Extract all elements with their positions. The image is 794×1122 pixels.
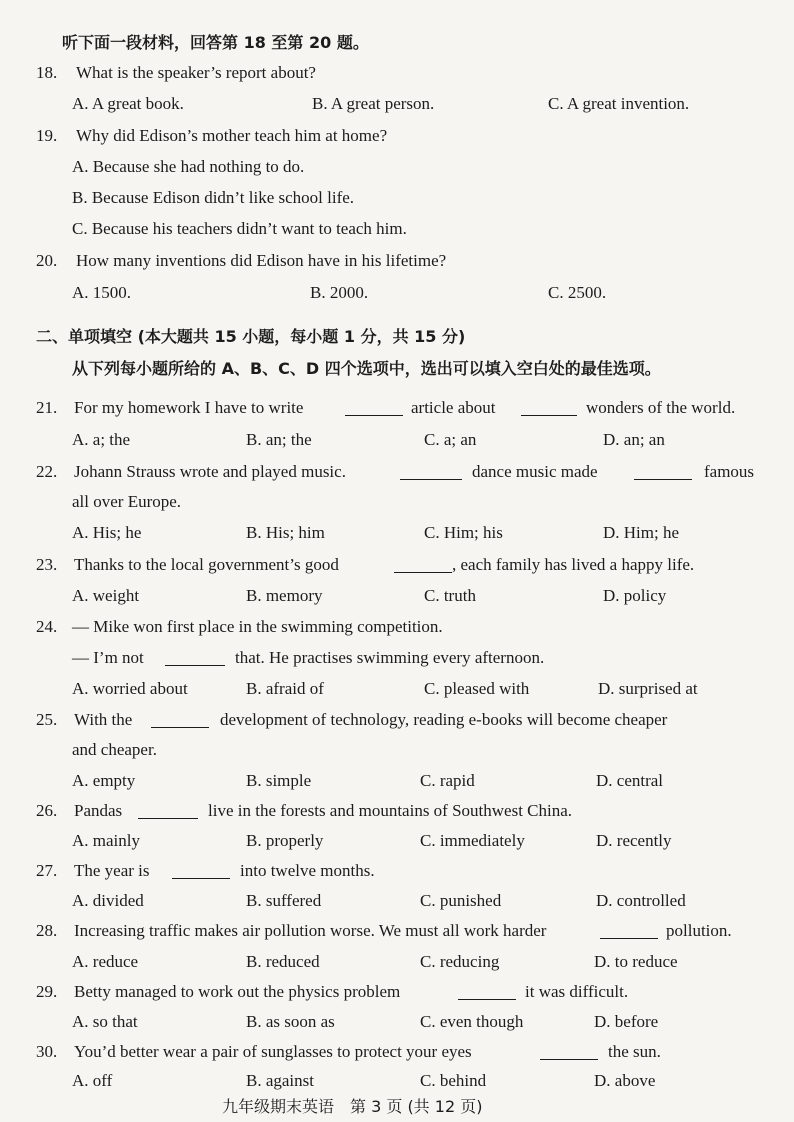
answer-blank[interactable] — [540, 1039, 598, 1065]
question-stem-part: Betty managed to work out the physics problem — [74, 982, 401, 1001]
question-30 — [0, 1039, 794, 1065]
question-stem-part: wonders of the world. — [586, 398, 736, 417]
option-a[interactable]: A. empty — [72, 771, 136, 790]
option-a[interactable]: A. weight — [72, 586, 140, 605]
option-d[interactable]: D. policy — [603, 586, 667, 605]
option-a[interactable]: A. worried about — [72, 679, 188, 698]
option-a[interactable]: A. reduce — [72, 952, 139, 971]
option-a[interactable]: A. off — [72, 1071, 113, 1090]
question-stem-part: pollution. — [666, 921, 732, 940]
dialogue-line-2-part: that. He practises swimming every afternoon. — [235, 648, 545, 667]
question-stem: What is the speaker’s report about? — [76, 63, 316, 82]
option-a[interactable]: A. His; he — [72, 523, 142, 542]
option-a[interactable]: A. A great book. — [72, 94, 184, 113]
question-29-options — [0, 1009, 794, 1035]
question-23 — [0, 552, 794, 578]
question-22-options — [0, 520, 794, 546]
question-stem-part: dance music made — [472, 462, 598, 481]
question-number: 30. — [36, 1042, 58, 1061]
option-c[interactable]: C. reducing — [420, 952, 500, 971]
question-stem-part: development of technology, reading e-books will become cheaper — [220, 710, 668, 729]
question-stem-part: With the — [74, 710, 133, 729]
question-stem-part: The year is — [74, 861, 150, 880]
question-19-option-c — [0, 216, 794, 242]
option-c[interactable]: C. A great invention. — [548, 94, 690, 113]
question-stem-part: For my homework I have to write — [74, 398, 304, 417]
option-a[interactable]: A. a; the — [72, 430, 131, 449]
answer-blank[interactable] — [151, 707, 209, 733]
option-d[interactable]: D. above — [594, 1071, 656, 1090]
question-26-options — [0, 828, 794, 854]
option-b[interactable]: B. 2000. — [310, 283, 369, 302]
section-2-title: 二、单项填空 (本大题共 15 小题，每小题 1 分，共 15 分) — [36, 327, 466, 346]
question-number: 20. — [36, 251, 58, 270]
page-footer: 九年级期末英语 第 3 页 (共 12 页) — [222, 1097, 483, 1116]
dialogue-line-1: — Mike won first place in the swimming competition. — [72, 617, 443, 636]
question-29 — [0, 979, 794, 1005]
option-b[interactable]: B. suffered — [246, 891, 322, 910]
option-d[interactable]: D. before — [594, 1012, 659, 1031]
section-2-instruction-line — [0, 356, 794, 382]
answer-blank[interactable] — [634, 459, 692, 485]
question-stem-part: famous — [704, 462, 755, 481]
listening-intro-line — [0, 30, 794, 56]
answer-blank[interactable] — [400, 459, 462, 485]
question-25 — [0, 707, 794, 733]
option-d[interactable]: D. controlled — [596, 891, 686, 910]
answer-blank[interactable] — [138, 798, 198, 824]
answer-blank[interactable] — [345, 395, 403, 421]
option-a[interactable]: A. 1500. — [72, 283, 132, 302]
option-c[interactable]: C. Him; his — [424, 523, 503, 542]
question-stem-part: Pandas — [74, 801, 123, 820]
question-number: 25. — [36, 710, 58, 729]
option-c[interactable]: C. Because his teachers didn’t want to teach him. — [72, 219, 407, 238]
question-24-options — [0, 676, 794, 702]
question-number: 29. — [36, 982, 58, 1001]
question-number: 22. — [36, 462, 58, 481]
answer-blank[interactable] — [172, 858, 230, 884]
option-d[interactable]: D. central — [596, 771, 664, 790]
option-d[interactable]: D. recently — [596, 831, 672, 850]
option-c[interactable]: C. 2500. — [548, 283, 607, 302]
option-a[interactable]: A. divided — [72, 891, 144, 910]
question-stem-part: live in the forests and mountains of Southwest China. — [208, 801, 573, 820]
section-2-title-line — [0, 324, 794, 350]
question-number: 26. — [36, 801, 58, 820]
question-18-options — [0, 91, 794, 117]
question-19-option-b — [0, 185, 794, 211]
option-b[interactable]: B. properly — [246, 831, 324, 850]
page-footer-line — [0, 1094, 794, 1120]
question-stem-part: , each family has lived a happy life. — [452, 555, 695, 574]
question-stem-part: it was difficult. — [525, 982, 629, 1001]
question-28-options — [0, 949, 794, 975]
question-25-cont — [0, 737, 794, 763]
option-b[interactable]: B. reduced — [246, 952, 320, 971]
answer-blank[interactable] — [600, 918, 658, 944]
option-b[interactable]: B. afraid of — [246, 679, 324, 698]
option-b[interactable]: B. His; him — [246, 523, 325, 542]
question-number: 28. — [36, 921, 58, 940]
answer-blank[interactable] — [394, 552, 452, 578]
dialogue-line-2-part: — I’m not — [72, 648, 144, 667]
question-stem-part: into twelve months. — [240, 861, 375, 880]
option-a[interactable]: A. mainly — [72, 831, 140, 850]
option-d[interactable]: D. Him; he — [603, 523, 680, 542]
question-stem-part: Thanks to the local government’s good — [74, 555, 339, 574]
option-b[interactable]: B. Because Edison didn’t like school life. — [72, 188, 355, 207]
option-c[interactable]: C. a; an — [424, 430, 477, 449]
question-19-option-a — [0, 154, 794, 180]
answer-blank[interactable] — [165, 645, 225, 671]
question-20 — [0, 248, 794, 274]
question-25-options — [0, 768, 794, 794]
question-number: 23. — [36, 555, 58, 574]
option-c[interactable]: C. behind — [420, 1071, 487, 1090]
question-27 — [0, 858, 794, 884]
question-22-cont — [0, 489, 794, 515]
option-a[interactable]: A. Because she had nothing to do. — [72, 157, 305, 176]
option-b[interactable]: B. an; the — [246, 430, 312, 449]
option-a[interactable]: A. so that — [72, 1012, 138, 1031]
answer-blank[interactable] — [458, 979, 516, 1005]
option-b[interactable]: B. as soon as — [246, 1012, 335, 1031]
question-stem-part: You’d better wear a pair of sunglasses to protect your eyes — [74, 1042, 472, 1061]
option-c[interactable]: C. even though — [420, 1012, 524, 1031]
question-number: 18. — [36, 63, 58, 82]
option-b[interactable]: B. A great person. — [312, 94, 435, 113]
option-c[interactable]: C. truth — [424, 586, 476, 605]
question-stem-part: Johann Strauss wrote and played music. — [74, 462, 346, 481]
question-number: 19. — [36, 126, 58, 145]
question-24-cont — [0, 645, 794, 671]
question-stem: Why did Edison’s mother teach him at home? — [76, 126, 388, 145]
question-number: 21. — [36, 398, 58, 417]
question-24 — [0, 614, 794, 640]
question-30-options — [0, 1068, 794, 1094]
option-c[interactable]: C. punished — [420, 891, 502, 910]
option-c[interactable]: C. immediately — [420, 831, 525, 850]
question-stem-part: the sun. — [608, 1042, 661, 1061]
option-d[interactable]: D. an; an — [603, 430, 665, 449]
answer-blank[interactable] — [521, 395, 577, 421]
question-stem-part: Increasing traffic makes air pollution worse. We must all work harder — [74, 921, 547, 940]
question-stem: How many inventions did Edison have in his lifetime? — [76, 251, 447, 270]
option-b[interactable]: B. against — [246, 1071, 314, 1090]
question-21-options — [0, 427, 794, 453]
question-18 — [0, 60, 794, 86]
question-stem-part: article about — [411, 398, 496, 417]
question-number: 27. — [36, 861, 58, 880]
section-2-instruction: 从下列每小题所给的 A、B、C、D 四个选项中，选出可以填入空白处的最佳选项。 — [72, 359, 661, 378]
option-c[interactable]: C. pleased with — [424, 679, 530, 698]
option-d[interactable]: D. surprised at — [598, 679, 698, 698]
question-stem-part: and cheaper. — [72, 740, 157, 759]
option-b[interactable]: B. simple — [246, 771, 312, 790]
question-19 — [0, 123, 794, 149]
option-c[interactable]: C. rapid — [420, 771, 475, 790]
listening-intro: 听下面一段材料，回答第 18 至第 20 题。 — [62, 33, 369, 52]
question-20-options — [0, 280, 794, 306]
question-27-options — [0, 888, 794, 914]
question-22 — [0, 459, 794, 485]
question-stem-part: all over Europe. — [72, 492, 182, 511]
question-28 — [0, 918, 794, 944]
question-26 — [0, 798, 794, 824]
question-number: 24. — [36, 617, 58, 636]
question-21 — [0, 395, 794, 421]
option-b[interactable]: B. memory — [246, 586, 323, 605]
question-23-options — [0, 583, 794, 609]
option-d[interactable]: D. to reduce — [594, 952, 678, 971]
